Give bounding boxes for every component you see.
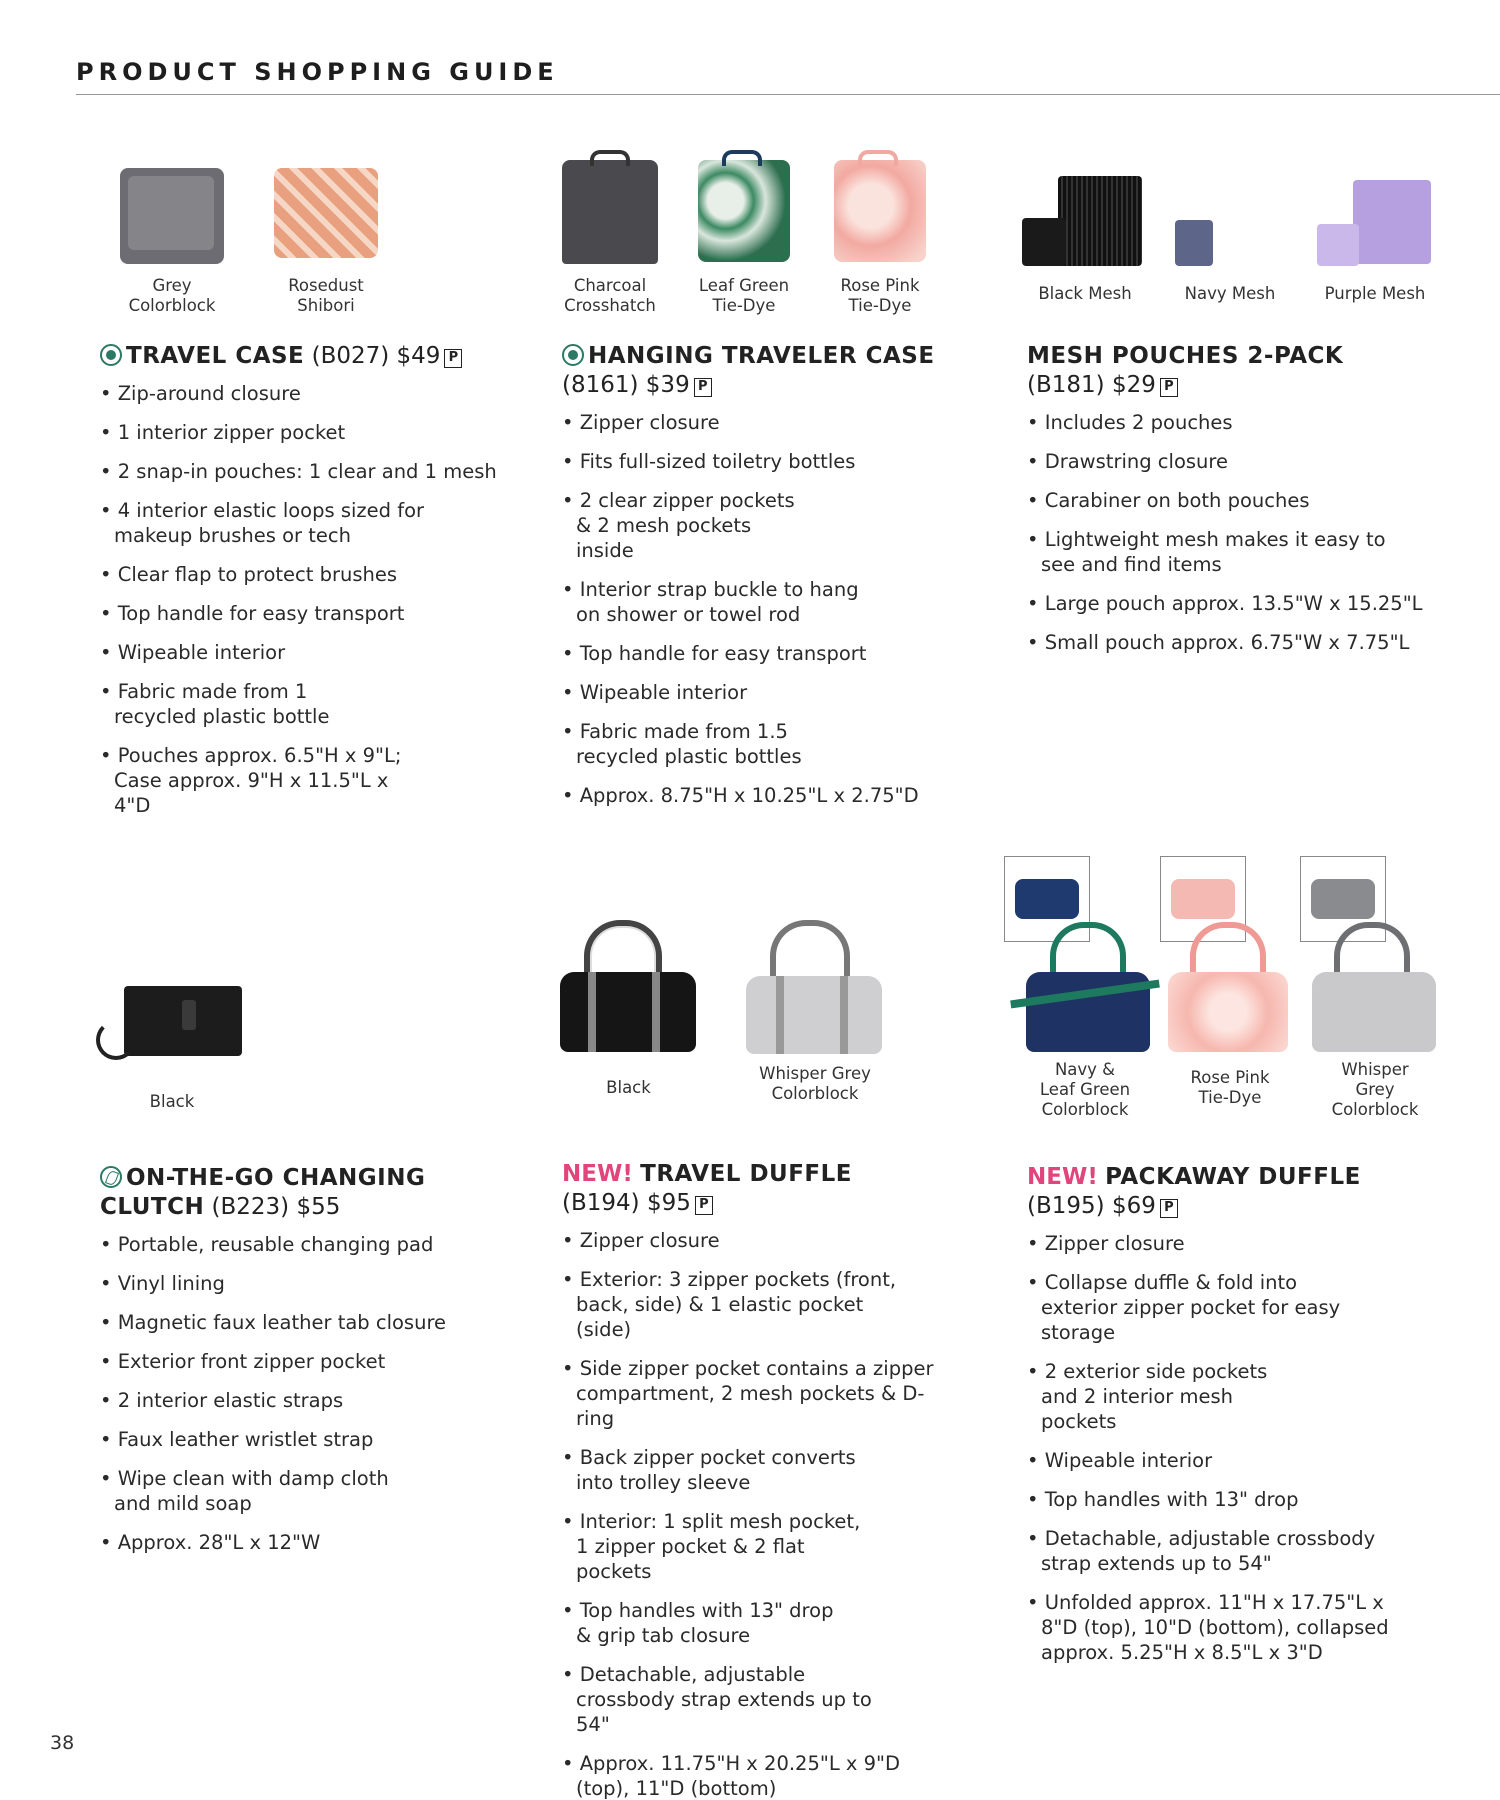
list-item: • Top handle for easy transport — [100, 601, 540, 626]
list-item: • Small pouch approx. 6.75"W x 7.75"L — [1027, 630, 1467, 655]
product-title-row — [1027, 342, 1467, 400]
recycle-badge-icon — [100, 344, 122, 366]
swatch-label: Rose Pink Tie-Dye — [840, 276, 920, 315]
travel-duffle-section — [562, 1160, 1002, 1800]
leaf-badge-icon — [100, 1166, 122, 1188]
product-code: (B194) — [562, 1190, 640, 1216]
travel-case-grey-image — [120, 168, 224, 264]
travel-case-section — [100, 342, 540, 832]
product-title: TRAVEL CASE — [126, 343, 305, 369]
product-title: HANGING TRAVELER CASE — [588, 343, 935, 369]
swatch-label: Leaf Green Tie-Dye — [698, 276, 790, 315]
swatch-label: Black — [149, 1092, 195, 1111]
feature-list — [562, 410, 1002, 808]
list-item: • Wipeable interior — [1027, 1448, 1467, 1473]
product-title-row — [100, 1164, 540, 1222]
page-number: 38 — [50, 1732, 75, 1754]
list-item: • Fabric made from 1.5 recycled plastic bottles — [562, 719, 872, 769]
list-item: • 2 interior elastic straps — [100, 1388, 540, 1413]
list-item: • Magnetic faux leather tab closure — [100, 1310, 540, 1335]
list-item: • Approx. 8.75"H x 10.25"L x 2.75"D — [562, 783, 1002, 808]
product-price: $39 — [645, 372, 690, 398]
product-code: (B027) — [311, 343, 390, 369]
swatch-label: Charcoal Crosshatch — [564, 276, 656, 315]
list-item: • 2 snap-in pouches: 1 clear and 1 mesh — [100, 459, 540, 484]
list-item: • Top handle for easy transport — [562, 641, 1002, 666]
feature-list — [100, 381, 540, 818]
list-item: • Clear flap to protect brushes — [100, 562, 540, 587]
p-badge-icon: P — [694, 378, 712, 397]
product-title-row — [100, 342, 540, 371]
swatch-navy-mesh[interactable] — [1165, 172, 1295, 304]
recycle-badge-icon — [562, 344, 584, 366]
hanging-case-section — [562, 342, 1002, 822]
swatch-black-mesh[interactable] — [1020, 172, 1150, 304]
list-item: • Fits full-sized toiletry bottles — [562, 449, 1002, 474]
product-title-row — [1027, 1163, 1467, 1221]
list-item: • Fabric made from 1 recycled plastic bottle — [100, 679, 390, 729]
hanging-case-pink-image — [834, 160, 926, 262]
list-item: • Zipper closure — [562, 410, 1002, 435]
product-title: PACKAWAY DUFFLE — [1105, 1164, 1361, 1190]
list-item: • Top handles with 13" drop — [1027, 1487, 1467, 1512]
list-item: • 4 interior elastic loops sized for makeup brushes or tech — [100, 498, 430, 548]
new-label: NEW! — [562, 1161, 633, 1187]
product-price: $55 — [296, 1194, 341, 1220]
swatch-black[interactable] — [556, 920, 701, 1098]
list-item: • Back zipper pocket converts into trolley sleeve — [562, 1445, 882, 1495]
packaway-duffle-pink-image — [1160, 856, 1300, 1064]
swatch-whisper-grey-colorblock[interactable] — [740, 920, 890, 1104]
swatch-rose-pink-tie-dye[interactable] — [1160, 856, 1300, 1108]
new-label: NEW! — [1027, 1164, 1098, 1190]
p-badge-icon: P — [695, 1196, 713, 1215]
swatch-label: Grey Colorblock — [128, 276, 216, 315]
packaway-duffle-grey-image — [1300, 856, 1450, 1064]
swatch-leaf-green-tie-dye[interactable] — [684, 160, 804, 316]
product-price: $29 — [1111, 372, 1156, 398]
list-item: • Approx. 11.75"H x 20.25"L x 9"D (top), 11"D (bottom) — [562, 1751, 952, 1800]
list-item: • Pouches approx. 6.5"H x 9"L; Case approx. 9"H x 11.5"L x 4"D — [100, 743, 420, 818]
list-item: • Exterior front zipper pocket — [100, 1349, 540, 1374]
list-item: • Top handles with 13" drop & grip tab closure — [562, 1598, 842, 1648]
feature-list — [1027, 410, 1467, 655]
list-item: • Collapse duffle & fold into exterior zipper pocket for easy storage — [1027, 1270, 1372, 1345]
swatch-rosedust-shibori[interactable] — [266, 168, 386, 316]
mesh-pouch-black-image — [1022, 172, 1148, 270]
list-item: • Lightweight mesh makes it easy to see and find items — [1027, 527, 1407, 577]
list-item: • Interior: 1 split mesh pocket, 1 zipper pocket & 2 flat pockets — [562, 1509, 862, 1584]
mesh-pouches-section — [1027, 342, 1467, 669]
hanging-case-green-image — [698, 160, 790, 262]
clutch-black-image — [92, 980, 252, 1070]
p-badge-icon: P — [1160, 1199, 1178, 1218]
list-item: • Includes 2 pouches — [1027, 410, 1467, 435]
product-title: TRAVEL DUFFLE — [640, 1161, 853, 1187]
swatch-label: Black Mesh — [1038, 284, 1132, 303]
product-title-row — [562, 1160, 1002, 1218]
product-code: (8161) — [562, 372, 639, 398]
swatch-charcoal-crosshatch[interactable] — [550, 160, 670, 316]
product-title-line1: ON-THE-GO CHANGING — [126, 1165, 426, 1191]
list-item: • Wipeable interior — [100, 640, 540, 665]
product-price: $95 — [646, 1190, 691, 1216]
list-item: • Wipeable interior — [562, 680, 1002, 705]
swatch-label: Whisper Grey Colorblock — [759, 1064, 871, 1103]
product-price: $69 — [1111, 1193, 1156, 1219]
list-item: • 2 exterior side pockets and 2 interior mesh pockets — [1027, 1359, 1307, 1434]
swatch-navy-leaf-green-colorblock[interactable] — [1000, 856, 1170, 1120]
product-title-row — [562, 342, 1002, 400]
list-item: • Zipper closure — [562, 1228, 1002, 1253]
list-item: • Interior strap buckle to hang on shower or towel rod — [562, 577, 872, 627]
product-title: MESH POUCHES 2-PACK — [1027, 343, 1344, 369]
travel-duffle-grey-image — [740, 920, 890, 1070]
p-badge-icon: P — [444, 349, 462, 368]
swatch-label: Rose Pink Tie-Dye — [1190, 1068, 1270, 1107]
list-item: • Portable, reusable changing pad — [100, 1232, 540, 1257]
swatch-purple-mesh[interactable] — [1310, 172, 1440, 304]
product-code: (B181) — [1027, 372, 1105, 398]
travel-case-rosedust-image — [274, 168, 378, 258]
list-item: • Faux leather wristlet strap — [100, 1427, 540, 1452]
swatch-label: Whisper Grey Colorblock — [1331, 1060, 1419, 1119]
swatch-grey-colorblock[interactable] — [112, 168, 232, 316]
product-code: (B195) — [1027, 1193, 1105, 1219]
feature-list — [562, 1228, 1002, 1800]
list-item: • Side zipper pocket contains a zipper compartment, 2 mesh pockets & D-ring — [562, 1356, 942, 1431]
swatch-label: Black — [606, 1078, 651, 1097]
swatch-black[interactable] — [72, 980, 272, 1112]
list-item: • Zip-around closure — [100, 381, 540, 406]
swatch-whisper-grey-colorblock[interactable] — [1300, 856, 1450, 1120]
clutch-section — [100, 1164, 540, 1569]
list-item: • Drawstring closure — [1027, 449, 1467, 474]
page-header — [76, 58, 1500, 95]
packaway-duffle-section — [1027, 1163, 1467, 1679]
list-item: • Exterior: 3 zipper pockets (front, back, side) & 1 elastic pocket (side) — [562, 1267, 907, 1342]
list-item: • 2 clear zipper pockets & 2 mesh pockets inside — [562, 488, 812, 563]
list-item: • Carabiner on both pouches — [1027, 488, 1467, 513]
travel-duffle-black-image — [556, 920, 701, 1070]
list-item: • Wipe clean with damp cloth and mild soap — [100, 1466, 390, 1516]
swatch-label: Navy & Leaf Green Colorblock — [1039, 1060, 1131, 1119]
list-item: • Large pouch approx. 13.5"W x 15.25"L — [1027, 591, 1467, 616]
list-item: • Vinyl lining — [100, 1271, 540, 1296]
packaway-duffle-navy-image — [1000, 856, 1170, 1064]
product-title-line2: CLUTCH — [100, 1194, 205, 1220]
product-price: $49 — [396, 343, 441, 369]
p-badge-icon: P — [1160, 378, 1178, 397]
mesh-pouch-navy-image — [1175, 172, 1285, 270]
swatch-label: Purple Mesh — [1324, 284, 1426, 303]
list-item: • Unfolded approx. 11"H x 17.75"L x 8"D (top), 10"D (bottom), collapsed approx. 5.25"H x 8.5"L x 3"D — [1027, 1590, 1397, 1665]
list-item: • Detachable, adjustable crossbody strap extends up to 54" — [562, 1662, 892, 1737]
swatch-rose-pink-tie-dye[interactable] — [820, 160, 940, 316]
swatch-label: Navy Mesh — [1184, 284, 1276, 303]
mesh-pouch-purple-image — [1317, 172, 1433, 270]
product-code: (B223) — [211, 1194, 290, 1220]
page-title: PRODUCT SHOPPING GUIDE — [76, 58, 559, 86]
list-item: • Approx. 28"L x 12"W — [100, 1530, 540, 1555]
list-item: • Zipper closure — [1027, 1231, 1467, 1256]
list-item: • 1 interior zipper pocket — [100, 420, 540, 445]
feature-list — [1027, 1231, 1467, 1665]
list-item: • Detachable, adjustable crossbody strap extends up to 54" — [1027, 1526, 1377, 1576]
swatch-label: Rosedust Shibori — [288, 276, 364, 315]
hanging-case-charcoal-image — [562, 160, 658, 264]
feature-list — [100, 1232, 540, 1555]
